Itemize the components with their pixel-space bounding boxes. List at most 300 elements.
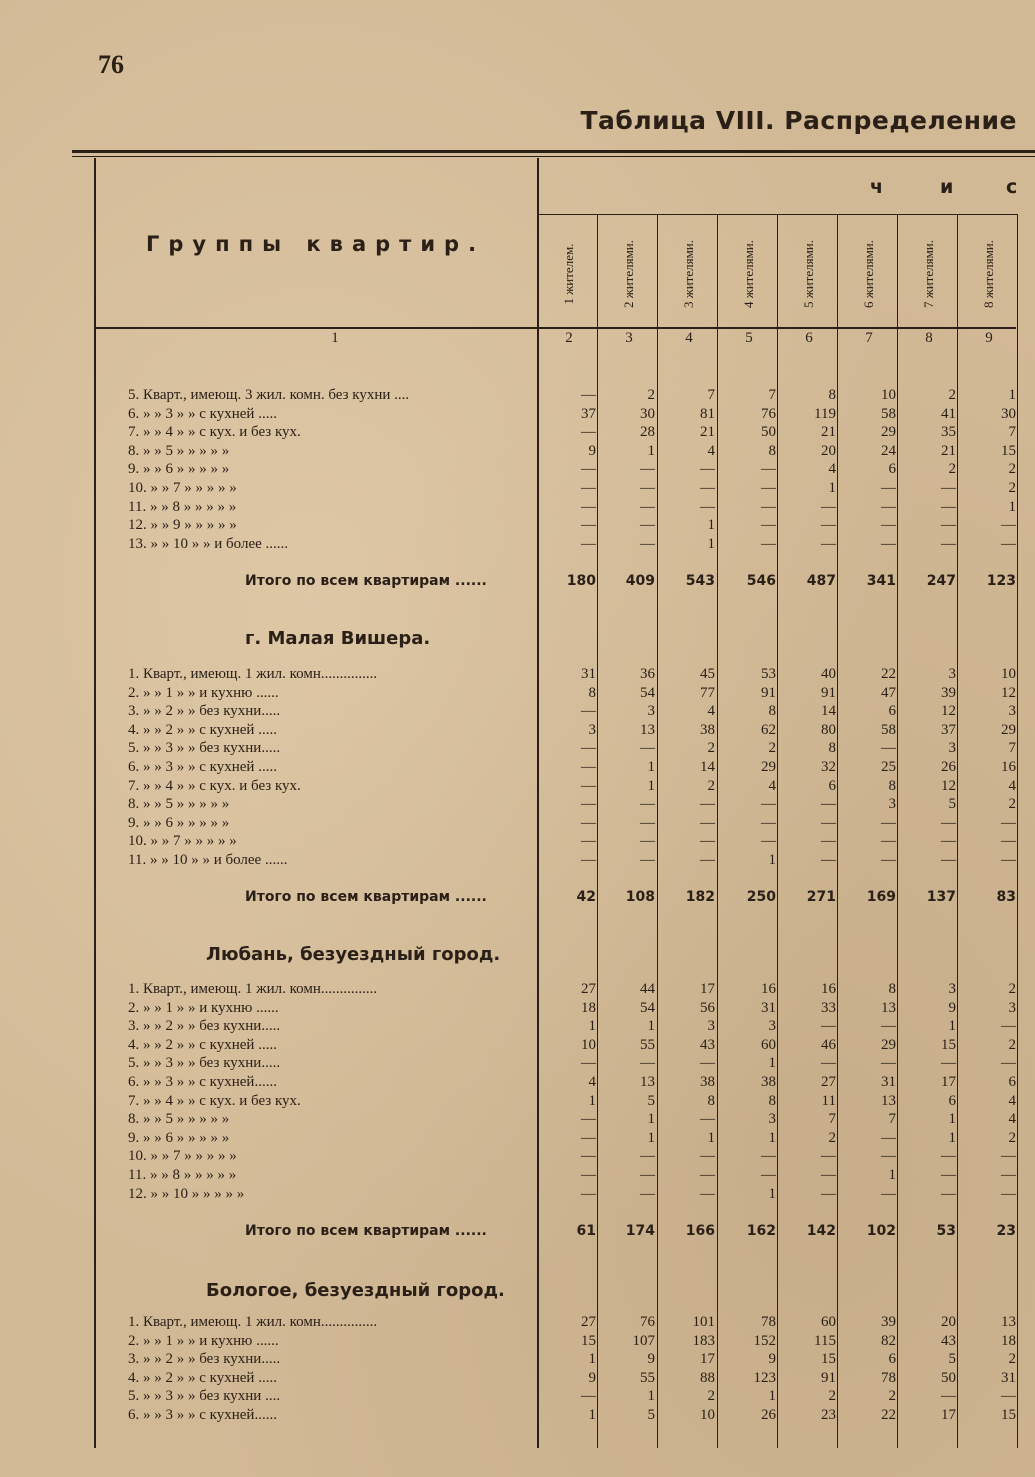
cell-value: 55: [640, 1370, 655, 1386]
cell-value: —: [1001, 1018, 1016, 1034]
table-row: [0, 1092, 1035, 1111]
cell-value: 1: [647, 778, 655, 794]
cell-value: —: [640, 517, 655, 533]
cell-value: 2: [888, 1388, 896, 1404]
cell-value: —: [640, 480, 655, 496]
cell-value: —: [581, 1055, 596, 1071]
cell-value: 6: [1008, 1074, 1016, 1090]
cell-value: —: [640, 536, 655, 552]
cell-value: —: [761, 480, 776, 496]
cell-value: 77: [700, 685, 715, 701]
row-label: 7. » » 4 » » с кух. и без кух.: [128, 424, 301, 440]
section-title: Бологое, безуездный город.: [206, 1280, 505, 1301]
cell-value: —: [881, 833, 896, 849]
cell-value: —: [941, 536, 956, 552]
row-label: 6. » » 3 » » с кухней .....: [128, 759, 277, 775]
cell-value: 22: [881, 666, 896, 682]
cell-value: —: [700, 1167, 715, 1183]
cell-value: 46: [821, 1037, 836, 1053]
cell-value: —: [761, 815, 776, 831]
cell-value: 1: [768, 1388, 776, 1404]
cell-value: 25: [881, 759, 896, 775]
cell-value: —: [640, 852, 655, 868]
cell-value: 21: [941, 443, 956, 459]
cell-value: 15: [1001, 443, 1016, 459]
cell-value: 8: [828, 387, 836, 403]
cell-value: 18: [581, 1000, 596, 1016]
cell-value: 81: [700, 406, 715, 422]
top-double-rule-1: [72, 150, 1035, 153]
cell-value: —: [640, 1167, 655, 1183]
row-label: 6. » » 3 » » с кухней .....: [128, 406, 277, 422]
cell-value: 1: [588, 1018, 596, 1034]
cell-value: 61: [576, 1223, 596, 1239]
table-row: [0, 423, 1035, 442]
cell-value: 2: [768, 740, 776, 756]
cell-value: 182: [685, 889, 715, 905]
cell-value: 2: [828, 1130, 836, 1146]
cell-value: 1: [647, 1018, 655, 1034]
cell-value: 2: [1008, 1130, 1016, 1146]
cell-value: 22: [881, 1407, 896, 1423]
header-letter-2: и: [940, 176, 954, 198]
cell-value: —: [581, 815, 596, 831]
cell-value: 31: [761, 1000, 776, 1016]
cell-value: —: [941, 1055, 956, 1071]
column-number: 7: [865, 330, 873, 346]
cell-value: —: [581, 796, 596, 812]
cell-value: —: [821, 1148, 836, 1164]
cell-value: —: [821, 517, 836, 533]
cell-value: —: [581, 852, 596, 868]
cell-value: 58: [881, 722, 896, 738]
cell-value: 53: [936, 1223, 956, 1239]
cell-value: —: [700, 1111, 715, 1127]
row-label: 7. » » 4 » » с кух. и без кух.: [128, 778, 301, 794]
cell-value: 4: [707, 703, 715, 719]
cell-value: 2: [1008, 1037, 1016, 1053]
cell-value: 54: [640, 685, 655, 701]
cell-value: —: [941, 499, 956, 515]
cell-value: 2: [707, 740, 715, 756]
table-row: [0, 999, 1035, 1018]
cell-value: 16: [1001, 759, 1016, 775]
cell-value: 5: [948, 1351, 956, 1367]
column-number: 4: [685, 330, 693, 346]
cell-value: —: [761, 499, 776, 515]
table-row: [0, 1054, 1035, 1073]
cell-value: 33: [821, 1000, 836, 1016]
cell-value: 7: [828, 1111, 836, 1127]
column-header: [659, 222, 719, 326]
cell-value: 11: [821, 1093, 836, 1109]
cell-value: —: [761, 833, 776, 849]
cell-value: 17: [700, 1351, 715, 1367]
cell-value: 9: [948, 1000, 956, 1016]
cell-value: 44: [640, 981, 655, 997]
cell-value: 26: [941, 759, 956, 775]
table-row: [0, 721, 1035, 740]
cell-value: 4: [1008, 1111, 1016, 1127]
cell-value: 37: [941, 722, 956, 738]
cell-value: 14: [700, 759, 715, 775]
cell-value: 101: [692, 1314, 715, 1330]
cell-value: 102: [866, 1223, 896, 1239]
top-double-rule-2: [72, 156, 1035, 157]
row-label: 10. » » 7 » » » » »: [128, 480, 237, 496]
cell-value: —: [1001, 1148, 1016, 1164]
cell-value: —: [640, 1148, 655, 1164]
cell-value: —: [761, 517, 776, 533]
cell-value: 78: [761, 1314, 776, 1330]
cell-value: 4: [1008, 778, 1016, 794]
cell-value: —: [581, 1148, 596, 1164]
cell-value: —: [700, 833, 715, 849]
cell-value: 1: [707, 1130, 715, 1146]
cell-value: 183: [692, 1333, 715, 1349]
cell-value: —: [640, 740, 655, 756]
cell-value: —: [821, 1055, 836, 1071]
cell-value: 26: [761, 1407, 776, 1423]
cell-value: 7: [1008, 740, 1016, 756]
cell-value: 1: [647, 759, 655, 775]
cell-value: —: [581, 517, 596, 533]
cell-value: 21: [821, 424, 836, 440]
cell-value: 17: [941, 1074, 956, 1090]
row-label: 2. » » 1 » » и кухню ......: [128, 1000, 279, 1016]
cell-value: —: [581, 480, 596, 496]
row-label: Итого по всем квартирам ......: [245, 889, 487, 905]
cell-value: —: [581, 536, 596, 552]
cell-value: 546: [746, 573, 776, 589]
cell-value: —: [581, 740, 596, 756]
cell-value: 91: [761, 685, 776, 701]
cell-value: 9: [588, 1370, 596, 1386]
cell-value: 10: [881, 387, 896, 403]
cell-value: 1: [948, 1130, 956, 1146]
cell-value: 6: [888, 461, 896, 477]
row-label: 7. » » 4 » » с кух. и без кух.: [128, 1093, 301, 1109]
cell-value: —: [700, 461, 715, 477]
cell-value: 55: [640, 1037, 655, 1053]
cell-value: 7: [1008, 424, 1016, 440]
cell-value: —: [1001, 1167, 1016, 1183]
row-label: 6. » » 3 » » с кухней......: [128, 1074, 277, 1090]
cell-value: 40: [821, 666, 836, 682]
cell-value: —: [821, 852, 836, 868]
cell-value: 250: [746, 889, 776, 905]
cell-value: 2: [647, 387, 655, 403]
cell-value: 80: [821, 722, 836, 738]
cell-value: 35: [941, 424, 956, 440]
cell-value: 2: [948, 461, 956, 477]
cell-value: 38: [761, 1074, 776, 1090]
column-header-text: 6 жителями.: [861, 239, 876, 309]
cell-value: —: [581, 1111, 596, 1127]
cell-value: —: [1001, 1055, 1016, 1071]
cell-value: 24: [881, 443, 896, 459]
cell-value: 18: [1001, 1333, 1016, 1349]
total-row: [0, 572, 1035, 591]
cell-value: —: [761, 1167, 776, 1183]
cell-value: 3: [948, 740, 956, 756]
column-number: 9: [985, 330, 993, 346]
row-label: 1. Кварт., имеющ. 1 жил. комн...............: [128, 981, 378, 997]
cell-value: 91: [821, 685, 836, 701]
cell-value: 6: [828, 778, 836, 794]
row-label: 8. » » 5 » » » » »: [128, 796, 230, 812]
table-row: [0, 460, 1035, 479]
row-label: 11. » » 8 » » » » »: [128, 499, 237, 515]
cell-value: 169: [866, 889, 896, 905]
table-row: [0, 832, 1035, 851]
table-title: Таблица VIII. Распределение: [580, 106, 1017, 135]
cell-value: —: [821, 1018, 836, 1034]
column-header: [959, 222, 1019, 326]
cell-value: —: [941, 517, 956, 533]
row-label: 12. » » 10 » » » » »: [128, 1186, 245, 1202]
cell-value: 1: [647, 1388, 655, 1404]
cell-value: 2: [1008, 796, 1016, 812]
cell-value: 60: [821, 1314, 836, 1330]
cell-value: —: [881, 815, 896, 831]
cell-value: 29: [1001, 722, 1016, 738]
section-title: г. Малая Вишера.: [245, 628, 431, 649]
cell-value: 16: [761, 981, 776, 997]
cell-value: 6: [948, 1093, 956, 1109]
table-row: [0, 851, 1035, 870]
table-row: [0, 1166, 1035, 1185]
column-number: 2: [565, 330, 573, 346]
cell-value: —: [1001, 536, 1016, 552]
cell-value: 12: [941, 703, 956, 719]
cell-value: 31: [1001, 1370, 1016, 1386]
cell-value: 10: [581, 1037, 596, 1053]
cell-value: 39: [881, 1314, 896, 1330]
row-label: 4. » » 2 » » с кухней .....: [128, 722, 277, 738]
cell-value: 56: [700, 1000, 715, 1016]
cell-value: —: [941, 833, 956, 849]
cell-value: 2: [948, 387, 956, 403]
cell-value: 3: [948, 666, 956, 682]
cell-value: —: [581, 759, 596, 775]
row-label: 10. » » 7 » » » » »: [128, 1148, 237, 1164]
cell-value: —: [581, 778, 596, 794]
cell-value: —: [941, 852, 956, 868]
cell-value: 3: [588, 722, 596, 738]
cell-value: —: [1001, 833, 1016, 849]
cell-value: 174: [625, 1223, 655, 1239]
table-row: [0, 795, 1035, 814]
column-header-text: 3 жителями.: [681, 239, 696, 309]
cell-value: 20: [821, 443, 836, 459]
cell-value: 271: [806, 889, 836, 905]
cell-value: —: [761, 461, 776, 477]
cell-value: 16: [821, 981, 836, 997]
row-label: 13. » » 10 » » и более ......: [128, 536, 289, 552]
cell-value: 9: [647, 1351, 655, 1367]
cell-value: 3: [1008, 703, 1016, 719]
total-row: [0, 1222, 1035, 1241]
cell-value: —: [700, 499, 715, 515]
table-row: [0, 1387, 1035, 1406]
table-row: [0, 814, 1035, 833]
cell-value: 2: [1008, 480, 1016, 496]
row-label: 2. » » 1 » » и кухню ......: [128, 1333, 279, 1349]
cell-value: —: [640, 815, 655, 831]
cell-value: 1: [707, 517, 715, 533]
cell-value: 8: [707, 1093, 715, 1109]
cell-value: 6: [888, 1351, 896, 1367]
row-label: 2. » » 1 » » и кухню ......: [128, 685, 279, 701]
table-row: [0, 1073, 1035, 1092]
cell-value: 162: [746, 1223, 776, 1239]
cell-value: —: [581, 1130, 596, 1146]
cell-value: 29: [761, 759, 776, 775]
cell-value: —: [821, 1186, 836, 1202]
row-label: 9. » » 6 » » » » »: [128, 815, 230, 831]
cell-value: 30: [640, 406, 655, 422]
cell-value: 76: [761, 406, 776, 422]
header-bottom-rule: [96, 327, 1016, 329]
cell-value: 43: [700, 1037, 715, 1053]
cell-value: —: [821, 796, 836, 812]
column-number: 3: [625, 330, 633, 346]
cell-value: 8: [768, 443, 776, 459]
cell-value: —: [700, 815, 715, 831]
column-header-text: 1 жителем.: [561, 243, 576, 305]
cell-value: 107: [632, 1333, 655, 1349]
cell-value: —: [640, 1186, 655, 1202]
cell-value: 1: [1008, 387, 1016, 403]
row-label: 3. » » 2 » » без кухни.....: [128, 703, 281, 719]
row-label: Итого по всем квартирам ......: [245, 1223, 487, 1239]
row-label: 9. » » 6 » » » » »: [128, 461, 230, 477]
cell-value: 115: [814, 1333, 836, 1349]
cell-value: 2: [707, 778, 715, 794]
cell-value: 12: [941, 778, 956, 794]
cell-value: 36: [640, 666, 655, 682]
cell-value: —: [821, 833, 836, 849]
cell-value: —: [581, 1186, 596, 1202]
cell-value: 9: [768, 1351, 776, 1367]
row-label: 5. » » 3 » » без кухни.....: [128, 1055, 281, 1071]
cell-value: —: [1001, 517, 1016, 533]
cell-value: 50: [941, 1370, 956, 1386]
cell-value: —: [761, 536, 776, 552]
cell-value: 10: [1001, 666, 1016, 682]
cell-value: 13: [640, 1074, 655, 1090]
cell-value: 15: [581, 1333, 596, 1349]
cell-value: 3: [948, 981, 956, 997]
cell-value: —: [700, 852, 715, 868]
cell-value: 88: [700, 1370, 715, 1386]
cell-value: 91: [821, 1370, 836, 1386]
cell-value: 7: [888, 1111, 896, 1127]
cell-value: 142: [806, 1223, 836, 1239]
cell-value: 1: [888, 1167, 896, 1183]
cell-value: —: [640, 499, 655, 515]
cell-value: —: [1001, 815, 1016, 831]
total-row: [0, 888, 1035, 907]
row-label: 6. » » 3 » » с кухней......: [128, 1407, 277, 1423]
cell-value: —: [581, 499, 596, 515]
cell-value: 21: [700, 424, 715, 440]
cell-value: —: [941, 480, 956, 496]
cell-value: 38: [700, 1074, 715, 1090]
cell-value: 54: [640, 1000, 655, 1016]
cell-value: 27: [821, 1074, 836, 1090]
cell-value: 1: [768, 1130, 776, 1146]
cell-value: 20: [941, 1314, 956, 1330]
row-label: 11. » » 10 » » и более ......: [128, 852, 288, 868]
cell-value: 76: [640, 1314, 655, 1330]
cell-value: 123: [986, 573, 1016, 589]
row-label: 5. » » 3 » » без кухни ....: [128, 1388, 281, 1404]
cell-value: 3: [888, 796, 896, 812]
cell-value: —: [881, 852, 896, 868]
cell-value: 4: [768, 778, 776, 794]
cell-value: —: [881, 480, 896, 496]
table-row: [0, 980, 1035, 999]
cell-value: —: [640, 796, 655, 812]
column-header: [539, 222, 599, 326]
table-row: [0, 1129, 1035, 1148]
cell-value: 6: [888, 703, 896, 719]
cell-value: 1: [828, 480, 836, 496]
table-row: [0, 1369, 1035, 1388]
cell-value: 29: [881, 1037, 896, 1053]
cell-value: —: [821, 536, 836, 552]
cell-value: —: [941, 1148, 956, 1164]
cell-value: 119: [814, 406, 836, 422]
cell-value: 7: [707, 387, 715, 403]
section-title: Любань, безуездный город.: [206, 944, 501, 965]
cell-value: 1: [948, 1111, 956, 1127]
cell-value: 12: [1001, 685, 1016, 701]
row-label: 9. » » 6 » » » » »: [128, 1130, 230, 1146]
column-number: 6: [805, 330, 813, 346]
column-header-text: 7 жителями.: [921, 239, 936, 309]
cell-value: 180: [566, 573, 596, 589]
table-row: [0, 1017, 1035, 1036]
table-row: [0, 442, 1035, 461]
cell-value: 15: [941, 1037, 956, 1053]
cell-value: 1: [588, 1351, 596, 1367]
cell-value: 8: [588, 685, 596, 701]
column-header: [839, 222, 899, 326]
cell-value: 38: [700, 722, 715, 738]
cell-value: 58: [881, 406, 896, 422]
cell-value: 17: [941, 1407, 956, 1423]
cell-value: 8: [768, 703, 776, 719]
cell-value: 5: [647, 1093, 655, 1109]
table-row: [0, 702, 1035, 721]
cell-value: —: [700, 1148, 715, 1164]
cell-value: 50: [761, 424, 776, 440]
cell-value: 23: [996, 1223, 1016, 1239]
cell-value: 1: [647, 443, 655, 459]
cell-value: 60: [761, 1037, 776, 1053]
cell-value: —: [640, 461, 655, 477]
table-row: [0, 684, 1035, 703]
cell-value: 43: [941, 1333, 956, 1349]
cell-value: 39: [941, 685, 956, 701]
row-label: 12. » » 9 » » » » »: [128, 517, 237, 533]
cell-value: —: [700, 480, 715, 496]
column-number: 8: [925, 330, 933, 346]
cell-value: 13: [881, 1000, 896, 1016]
